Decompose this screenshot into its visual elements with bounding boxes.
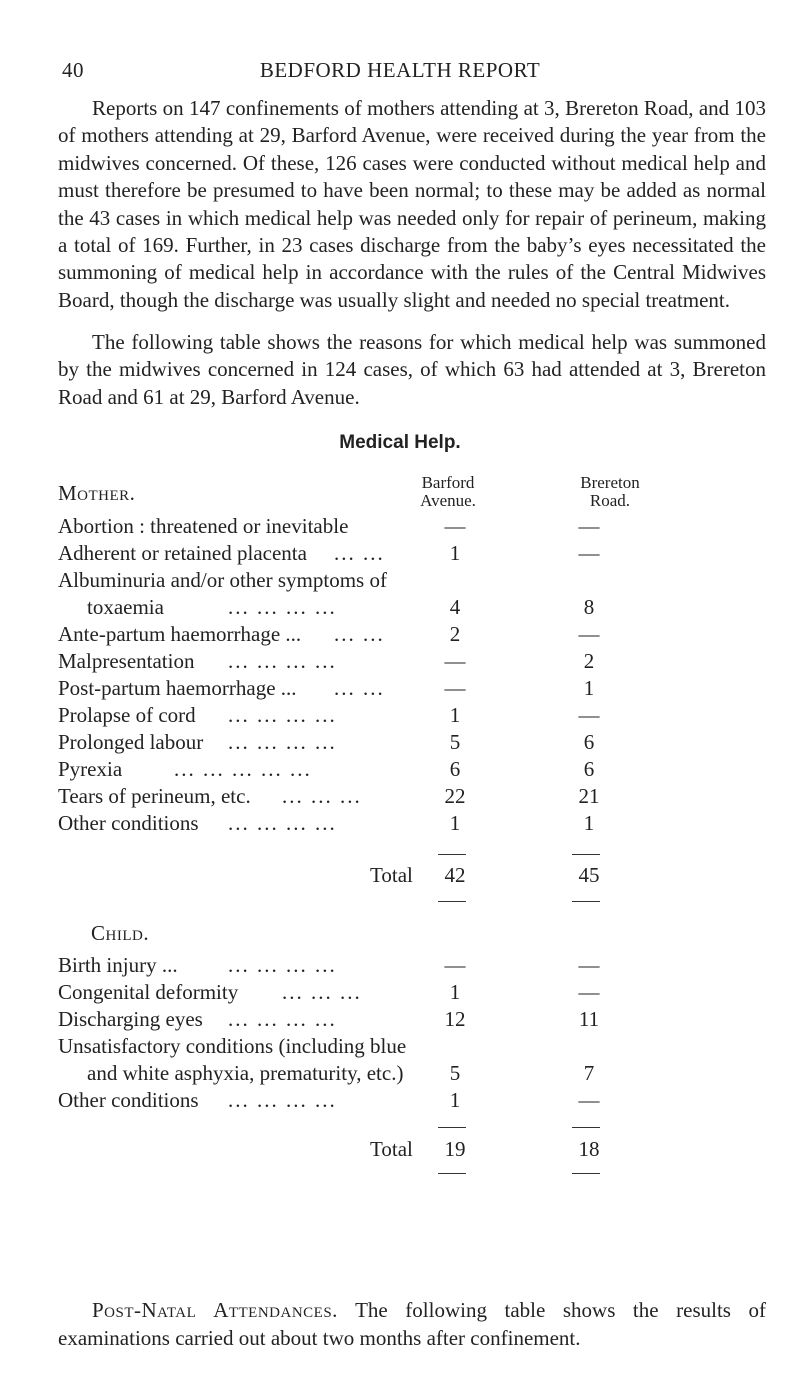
leader-dots: ... ... ... ... (228, 730, 337, 754)
leader-dots: ... ... ... ... (228, 1088, 337, 1112)
group-heading-mother: Mother. (58, 481, 136, 505)
barford-value: 1 (449, 541, 461, 565)
total-rule (438, 1173, 466, 1174)
row-label: Albuminuria and/or other symptoms of (58, 568, 387, 592)
table-row (58, 757, 778, 783)
table-row (58, 514, 778, 540)
barford-value: — (444, 676, 466, 700)
paragraph-table-intro: The following table shows the reasons for which medical help was summoned by the midwives concerned in 124 cases, of which 63 had attended at 3, Brereton Road and 61 at 29, Barford Avenue. (58, 330, 766, 409)
brereton-value: — (578, 703, 600, 727)
leader-dots: ... ... ... ... (228, 649, 337, 673)
brereton-total: 18 (578, 1137, 600, 1161)
row-label: Abortion : threatened or inevitable (58, 514, 349, 538)
brereton-value: — (578, 980, 600, 1004)
brereton-value: — (578, 1088, 600, 1112)
row-label: Prolapse of cord (58, 703, 196, 727)
brereton-total: 45 (578, 863, 600, 887)
total-label: Total (370, 863, 413, 887)
barford-value: 22 (444, 784, 466, 808)
barford-value: 12 (444, 1007, 466, 1031)
table-row (58, 1034, 778, 1060)
subtotal-rule (572, 854, 600, 855)
row-label: Prolonged labour (58, 730, 204, 754)
paragraph-confinements: Reports on 147 confinements of mothers attending at 3, Brereton Road, and 103 of mothers attending at 29, Barford Avenue, were received during the year from the midwives concerned. Of these, 126 cases were conducted without medical help and must therefore be presumed to have been normal; to these may be added as normal the 43 cases in which medical help was needed only for repair of perineum, making a total of 169. Further, in 23 cases discharge from the baby’s eyes necessitated the summoning of medical help in accordance with the rules of the Central Midwives Board, though the discharge was usually slight and needed no special treatment. (58, 96, 766, 312)
table-row (58, 1061, 778, 1087)
subtotal-rule (438, 1127, 466, 1128)
row-label: Malpresentation (58, 649, 195, 673)
leader-dots: ... ... ... ... (228, 811, 337, 835)
table-row (58, 1088, 778, 1114)
row-label: Birth injury ... (58, 953, 178, 977)
post-natal-heading: Post-Natal Attendances. (92, 1298, 338, 1322)
brereton-value: 8 (583, 595, 595, 619)
barford-value: 6 (449, 757, 461, 781)
barford-value: — (444, 514, 466, 538)
subtotal-rule (572, 1127, 600, 1128)
column-header-brereton: Brereton Road. (580, 473, 640, 510)
barford-value: — (444, 953, 466, 977)
barford-value: 1 (449, 1088, 461, 1112)
page-number: 40 (62, 58, 84, 82)
row-label: and white asphyxia, prematurity, etc.) (87, 1061, 404, 1085)
row-label: Other conditions (58, 811, 199, 835)
table-row (58, 649, 778, 675)
barford-total: 19 (444, 1137, 466, 1161)
row-label: Ante-partum haemorrhage ... (58, 622, 302, 646)
brereton-value: — (578, 541, 600, 565)
row-label: Adherent or retained placenta (58, 541, 307, 565)
subtotal-rule (438, 854, 466, 855)
leader-dots: ... ... ... ... (228, 703, 337, 727)
leader-dots: ... ... ... ... (228, 595, 337, 619)
post-natal-text: The following table shows the results of examinations carried out about two months after confinement. (58, 1298, 766, 1350)
barford-value: 2 (449, 622, 461, 646)
brereton-value: — (578, 953, 600, 977)
brereton-value: — (578, 514, 600, 538)
row-label: Other conditions (58, 1088, 199, 1112)
leader-dots: ... ... ... ... (228, 953, 337, 977)
column-header-barford: Barford Avenue. (420, 473, 476, 510)
table-row (58, 980, 778, 1006)
brereton-value: 7 (583, 1061, 595, 1085)
total-row-mother (58, 863, 778, 889)
table-row (58, 703, 778, 729)
table-title: Medical Help. (339, 432, 461, 453)
leader-dots: ... ... ... ... ... (174, 757, 312, 781)
barford-value: 1 (449, 980, 461, 1004)
row-label: Discharging eyes (58, 1007, 203, 1031)
row-label: Congenital deformity (58, 980, 239, 1004)
table-row (58, 811, 778, 837)
table-row (58, 568, 778, 594)
table-row (58, 953, 778, 979)
leader-dots: ... ... (334, 676, 385, 700)
total-rule (438, 901, 466, 902)
table-row (58, 595, 778, 621)
brereton-value: 6 (583, 730, 595, 754)
total-rule (572, 1173, 600, 1174)
barford-value: 4 (449, 595, 461, 619)
running-title: BEDFORD HEALTH REPORT (259, 58, 541, 82)
row-label: Tears of perineum, etc. (58, 784, 251, 808)
page-header (62, 58, 738, 88)
barford-value: 5 (449, 730, 461, 754)
table-row (58, 784, 778, 810)
brereton-value: 1 (583, 676, 595, 700)
table-row (58, 622, 778, 648)
table-row (58, 676, 778, 702)
brereton-value: 1 (583, 811, 595, 835)
brereton-value: 2 (583, 649, 595, 673)
brereton-value: — (578, 622, 600, 646)
leader-dots: ... ... ... (282, 980, 362, 1004)
table-row (58, 541, 778, 567)
leader-dots: ... ... ... (282, 784, 362, 808)
row-label: Unsatisfactory conditions (including blue (58, 1034, 407, 1058)
brereton-value: 6 (583, 757, 595, 781)
paragraph-post-natal (58, 1296, 766, 1352)
brereton-value: 11 (578, 1007, 600, 1031)
total-rule (572, 901, 600, 902)
barford-value: 1 (449, 811, 461, 835)
table-row (58, 730, 778, 756)
row-label: toxaemia (87, 595, 164, 619)
row-label: Pyrexia (58, 757, 123, 781)
barford-value: 5 (449, 1061, 461, 1085)
brereton-value: 21 (578, 784, 600, 808)
leader-dots: ... ... (334, 622, 385, 646)
row-label: Post-partum haemorrhage ... (58, 676, 297, 700)
total-label: Total (370, 1137, 413, 1161)
barford-total: 42 (444, 863, 466, 887)
barford-value: 1 (449, 703, 461, 727)
group-heading-child: Child. (91, 921, 150, 945)
barford-value: — (444, 649, 466, 673)
total-row-child (58, 1137, 778, 1163)
table-row (58, 1007, 778, 1033)
leader-dots: ... ... (334, 541, 385, 565)
leader-dots: ... ... ... ... (228, 1007, 337, 1031)
